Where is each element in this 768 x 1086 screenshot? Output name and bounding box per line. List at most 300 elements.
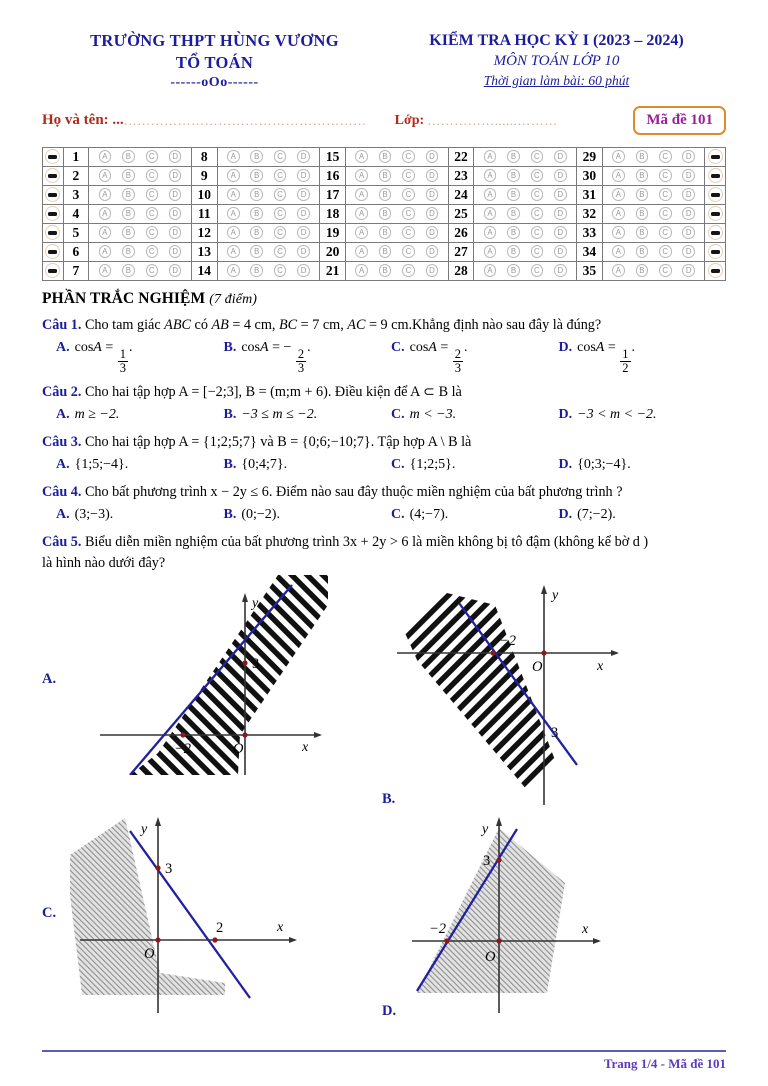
answer-bubble-D[interactable]: D xyxy=(554,207,567,220)
answer-bubble-C[interactable]: C xyxy=(274,226,287,239)
grid-marker-right xyxy=(705,223,726,242)
answer-bubble-D[interactable]: D xyxy=(554,150,567,163)
answer-bubble-C[interactable]: C xyxy=(531,169,544,182)
answer-bubble-B[interactable]: B xyxy=(379,264,392,277)
figure-D-y-arrow xyxy=(496,817,502,826)
answer-bubble-C[interactable]: C xyxy=(531,226,544,239)
answer-grid-bubbles[interactable] xyxy=(474,204,577,223)
answer-bubble-D[interactable]: D xyxy=(554,226,567,239)
answer-bubble-B[interactable]: B xyxy=(507,226,520,239)
figure-C-x-axis-label: x xyxy=(277,920,284,936)
answer-bubble-A[interactable]: A xyxy=(355,226,368,239)
answer-grid-bubbles[interactable] xyxy=(345,204,448,223)
figure-B-shading xyxy=(387,575,677,805)
answer-bubble-D[interactable]: D xyxy=(297,207,310,220)
figure-C-point-y-intercept xyxy=(155,866,160,871)
answer-bubble-C[interactable]: C xyxy=(146,264,159,277)
answer-grid-bubbles[interactable] xyxy=(89,261,192,280)
answer-grid-question-number: 18 xyxy=(320,204,346,223)
answer-bubble-C[interactable]: C xyxy=(659,245,672,258)
answer-bubble-B[interactable]: B xyxy=(379,226,392,239)
question-4-label: Câu 4. xyxy=(42,483,82,500)
school-name: TRƯỜNG THPT HÙNG VƯƠNG xyxy=(90,31,339,50)
answer-bubble-A[interactable]: A xyxy=(227,245,240,258)
figure-D-label: D. xyxy=(382,1003,397,1020)
answer-grid-question-number: 31 xyxy=(577,185,603,204)
figure-A-x-arrow xyxy=(314,732,322,738)
option-1-B[interactable] xyxy=(224,338,392,375)
answer-bubble-D[interactable]: D xyxy=(297,188,310,201)
exam-code-badge: Mã đề 101 xyxy=(633,106,726,135)
school-block xyxy=(42,30,387,91)
figure-B-tick-y: 3 xyxy=(551,725,559,742)
page-footer xyxy=(42,1050,726,1072)
figure-A-x-axis-label: x xyxy=(302,740,309,756)
answer-bubble-B[interactable]: B xyxy=(122,264,135,277)
answer-bubble-C[interactable]: C xyxy=(402,226,415,239)
answer-bubble-B[interactable]: B xyxy=(507,169,520,182)
answer-bubble-C[interactable]: C xyxy=(531,245,544,258)
option-text: (4;−7). xyxy=(409,507,449,523)
answer-bubble-C[interactable]: C xyxy=(146,188,159,201)
answer-bubble-C[interactable]: C xyxy=(274,245,287,258)
answer-bubble-C[interactable]: C xyxy=(274,169,287,182)
option-4-B[interactable] xyxy=(224,505,392,525)
answer-grid-bubbles[interactable] xyxy=(89,242,192,261)
name-input-line[interactable]: ……………………………………………… xyxy=(123,112,367,128)
answer-bubble-C[interactable]: C xyxy=(659,150,672,163)
answer-bubble-D[interactable]: D xyxy=(169,264,182,277)
class-input-line[interactable]: ……………......……… xyxy=(427,112,558,128)
question-1-options xyxy=(42,338,726,375)
grid-marker-left xyxy=(43,166,64,185)
answer-bubble-C[interactable]: C xyxy=(531,264,544,277)
answer-grid-bubbles[interactable] xyxy=(217,223,320,242)
answer-bubble-A[interactable]: A xyxy=(99,245,112,258)
answer-bubble-C[interactable]: C xyxy=(659,207,672,220)
answer-bubble-D[interactable]: D xyxy=(169,169,182,182)
figure-D-point-origin xyxy=(496,939,501,944)
answer-bubble-D[interactable]: D xyxy=(682,169,695,182)
answer-grid-question-number: 21 xyxy=(320,261,346,280)
option-expr: cosA = − $\frac{2}{3}$ . xyxy=(241,339,311,376)
answer-bubble-C[interactable]: C xyxy=(274,188,287,201)
answer-bubble-D[interactable]: D xyxy=(682,226,695,239)
answer-grid-bubbles[interactable] xyxy=(89,166,192,185)
grid-marker-left xyxy=(43,223,64,242)
figure-A-y-arrow xyxy=(242,593,248,602)
answer-bubble-D[interactable]: D xyxy=(169,188,182,201)
answer-bubble-C[interactable]: C xyxy=(402,207,415,220)
answer-bubble-B[interactable]: B xyxy=(379,207,392,220)
figure-B-x-axis-label: x xyxy=(597,659,604,675)
grid-marker-right xyxy=(705,185,726,204)
answer-grid-bubbles[interactable] xyxy=(474,223,577,242)
answer-grid-row xyxy=(43,204,726,223)
answer-bubble-A[interactable]: A xyxy=(227,188,240,201)
answer-grid-question-number: 10 xyxy=(191,185,217,204)
answer-grid-bubbles[interactable] xyxy=(602,204,705,223)
answer-bubble-D[interactable]: D xyxy=(297,264,310,277)
answer-grid-question-number: 24 xyxy=(448,185,474,204)
option-label: C. xyxy=(391,507,405,523)
figure-A-tick-x: −2 xyxy=(174,741,192,758)
option-label: A. xyxy=(56,507,70,523)
question-5-label: Câu 5. xyxy=(42,533,82,550)
answer-bubble-B[interactable]: B xyxy=(122,207,135,220)
answer-bubble-C[interactable]: C xyxy=(146,207,159,220)
question-5-text-line1: Biểu diễn miền nghiệm của bất phương trình 3x + 2y > 6 là miền không bị tô đậm (không kể bờ d ) xyxy=(84,533,649,550)
answer-bubble-A[interactable]: A xyxy=(99,207,112,220)
dash-marker-icon xyxy=(45,187,60,202)
answer-grid-bubbles[interactable] xyxy=(217,204,320,223)
question-4-text: Cho bất phương trình x − 2y ≤ 6. Điểm nào sau đây thuộc miền nghiệm của bất phương trình ? xyxy=(84,483,623,500)
question-3-options xyxy=(42,455,726,475)
answer-grid-question-number: 20 xyxy=(320,242,346,261)
answer-grid-row xyxy=(43,147,726,166)
answer-bubble-C[interactable]: C xyxy=(659,264,672,277)
answer-bubble-B[interactable]: B xyxy=(250,188,263,201)
answer-grid-question-number: 1 xyxy=(63,147,89,166)
answer-bubble-A[interactable]: A xyxy=(484,226,497,239)
answer-bubble-A[interactable]: A xyxy=(99,226,112,239)
answer-bubble-B[interactable]: B xyxy=(379,245,392,258)
answer-grid-row xyxy=(43,242,726,261)
dash-marker-icon xyxy=(45,263,60,278)
figure-C[interactable] xyxy=(70,803,360,1018)
answer-grid-question-number: 28 xyxy=(448,261,474,280)
answer-bubble-B[interactable]: B xyxy=(507,150,520,163)
answer-bubble-A[interactable]: A xyxy=(484,188,497,201)
answer-bubble-A[interactable]: A xyxy=(227,226,240,239)
answer-bubble-C[interactable]: C xyxy=(531,188,544,201)
answer-bubble-B[interactable]: B xyxy=(379,169,392,182)
answer-grid-question-number: 5 xyxy=(63,223,89,242)
answer-bubble-C[interactable]: C xyxy=(146,169,159,182)
answer-grid-bubbles[interactable] xyxy=(602,223,705,242)
answer-bubble-C[interactable]: C xyxy=(274,150,287,163)
answer-grid-bubbles[interactable] xyxy=(217,147,320,166)
answer-bubble-D[interactable]: D xyxy=(682,245,695,258)
answer-grid-bubbles[interactable] xyxy=(474,261,577,280)
dash-marker-icon xyxy=(708,225,723,240)
option-text: m < −3. xyxy=(409,407,457,423)
figure-D[interactable] xyxy=(387,803,677,1018)
answer-grid-question-number: 3 xyxy=(63,185,89,204)
figure-C-tick-x: 2 xyxy=(216,920,224,937)
answer-grid-question-number: 16 xyxy=(320,166,346,185)
figure-B-tick-x: −2 xyxy=(499,633,517,650)
answer-bubble-A[interactable]: A xyxy=(612,150,625,163)
grid-marker-right xyxy=(705,204,726,223)
answer-bubble-C[interactable]: C xyxy=(402,169,415,182)
answer-bubble-D[interactable]: D xyxy=(554,169,567,182)
question-1-text: Cho tam giác ABC có AB = 4 cm, BC = 7 cm, AC = 9 cm.Khẳng định nào sau đây là đúng? xyxy=(84,316,602,333)
question-5 xyxy=(42,532,726,573)
answer-bubble-D[interactable]: D xyxy=(169,150,182,163)
question-2 xyxy=(42,382,726,425)
answer-bubble-B[interactable]: B xyxy=(250,264,263,277)
answer-bubble-B[interactable]: B xyxy=(636,169,649,182)
answer-bubble-D[interactable]: D xyxy=(426,150,439,163)
answer-grid-bubbles[interactable] xyxy=(345,261,448,280)
answer-bubble-D[interactable]: D xyxy=(169,207,182,220)
answer-bubble-A[interactable]: A xyxy=(227,150,240,163)
answer-bubble-B[interactable]: B xyxy=(122,188,135,201)
answer-bubble-B[interactable]: B xyxy=(636,245,649,258)
option-2-A[interactable] xyxy=(56,405,224,425)
answer-bubble-C[interactable]: C xyxy=(146,150,159,163)
answer-grid-bubbles[interactable] xyxy=(89,204,192,223)
answer-bubble-A[interactable]: A xyxy=(355,188,368,201)
answer-bubble-A[interactable]: A xyxy=(612,188,625,201)
answer-sheet-grid[interactable] xyxy=(42,147,726,281)
answer-grid-bubbles[interactable] xyxy=(345,223,448,242)
answer-bubble-A[interactable]: A xyxy=(612,169,625,182)
figure-B-svg xyxy=(387,575,677,805)
section-points: (7 điểm) xyxy=(209,291,258,307)
figure-C-label: C. xyxy=(42,905,57,922)
option-3-B[interactable] xyxy=(224,455,392,475)
answer-bubble-D[interactable]: D xyxy=(169,226,182,239)
answer-grid-question-number: 25 xyxy=(448,204,474,223)
fraction-numerator: 1 xyxy=(622,347,629,362)
answer-bubble-C[interactable]: C xyxy=(146,245,159,258)
dash-marker-icon xyxy=(45,244,60,259)
answer-grid-question-number: 2 xyxy=(63,166,89,185)
answer-bubble-B[interactable]: B xyxy=(636,188,649,201)
answer-bubble-B[interactable]: B xyxy=(507,264,520,277)
answer-bubble-C[interactable]: C xyxy=(402,188,415,201)
answer-bubble-A[interactable]: A xyxy=(612,245,625,258)
dash-marker-icon xyxy=(708,168,723,183)
answer-bubble-C[interactable]: C xyxy=(659,226,672,239)
answer-bubble-C[interactable]: C xyxy=(402,264,415,277)
answer-grid-bubbles[interactable] xyxy=(345,242,448,261)
answer-grid-bubbles[interactable] xyxy=(602,166,705,185)
answer-bubble-C[interactable]: C xyxy=(531,150,544,163)
answer-bubble-B[interactable]: B xyxy=(250,169,263,182)
option-label: B. xyxy=(223,339,237,355)
answer-bubble-A[interactable]: A xyxy=(484,150,497,163)
figure-D-y-axis-label: y xyxy=(482,822,489,838)
figure-D-shading xyxy=(387,803,677,1013)
answer-bubble-D[interactable]: D xyxy=(426,169,439,182)
answer-grid-bubbles[interactable] xyxy=(474,242,577,261)
answer-bubble-B[interactable]: B xyxy=(250,150,263,163)
answer-bubble-A[interactable]: A xyxy=(227,169,240,182)
answer-bubble-C[interactable]: C xyxy=(531,207,544,220)
option-3-A[interactable] xyxy=(56,455,224,475)
answer-bubble-A[interactable]: A xyxy=(99,264,112,277)
option-4-A[interactable] xyxy=(56,505,224,525)
answer-grid-bubbles[interactable] xyxy=(474,166,577,185)
question-3-label: Câu 3. xyxy=(42,433,82,450)
option-label: D. xyxy=(558,507,573,523)
answer-bubble-D[interactable]: D xyxy=(426,264,439,277)
answer-grid-bubbles[interactable] xyxy=(89,223,192,242)
answer-grid-question-number: 15 xyxy=(320,147,346,166)
answer-grid-bubbles[interactable] xyxy=(217,261,320,280)
dash-marker-icon xyxy=(45,225,60,240)
answer-grid-question-number: 7 xyxy=(63,261,89,280)
answer-grid-question-number: 19 xyxy=(320,223,346,242)
answer-bubble-A[interactable]: A xyxy=(612,264,625,277)
answer-grid-bubbles[interactable] xyxy=(89,147,192,166)
answer-bubble-B[interactable]: B xyxy=(379,188,392,201)
option-2-D[interactable] xyxy=(559,405,727,425)
answer-bubble-C[interactable]: C xyxy=(659,188,672,201)
option-1-D[interactable] xyxy=(559,338,727,375)
answer-bubble-D[interactable]: D xyxy=(169,245,182,258)
answer-grid-bubbles[interactable] xyxy=(602,261,705,280)
option-label: B. xyxy=(223,507,237,523)
answer-grid-bubbles[interactable] xyxy=(602,242,705,261)
exam-title: KIỂM TRA HỌC KỲ I (2023 – 2024) xyxy=(429,32,684,49)
figure-A[interactable] xyxy=(70,575,360,780)
answer-bubble-D[interactable]: D xyxy=(554,188,567,201)
figure-B-x-arrow xyxy=(611,650,619,656)
answer-bubble-A[interactable]: A xyxy=(484,169,497,182)
answer-bubble-D[interactable]: D xyxy=(682,264,695,277)
answer-grid-bubbles[interactable] xyxy=(89,185,192,204)
grid-marker-left xyxy=(43,242,64,261)
answer-bubble-D[interactable]: D xyxy=(297,245,310,258)
answer-bubble-C[interactable]: C xyxy=(659,169,672,182)
answer-grid-row xyxy=(43,223,726,242)
answer-grid-question-number: 13 xyxy=(191,242,217,261)
figure-B-point-origin xyxy=(541,651,546,656)
answer-grid-row xyxy=(43,166,726,185)
answer-grid-question-number: 11 xyxy=(191,204,217,223)
option-label: D. xyxy=(558,457,573,473)
option-2-C[interactable] xyxy=(391,405,559,425)
option-4-D[interactable] xyxy=(559,505,727,525)
exam-subject: MÔN TOÁN LỚP 10 xyxy=(493,53,620,70)
answer-bubble-C[interactable]: C xyxy=(274,207,287,220)
answer-bubble-A[interactable]: A xyxy=(612,207,625,220)
answer-bubble-B[interactable]: B xyxy=(379,150,392,163)
answer-bubble-A[interactable]: A xyxy=(99,188,112,201)
answer-grid-bubbles[interactable] xyxy=(345,147,448,166)
answer-bubble-B[interactable]: B xyxy=(636,264,649,277)
answer-bubble-C[interactable]: C xyxy=(402,245,415,258)
answer-bubble-D[interactable]: D xyxy=(426,207,439,220)
answer-bubble-D[interactable]: D xyxy=(682,207,695,220)
answer-grid-table xyxy=(42,147,726,281)
option-3-C[interactable] xyxy=(391,455,559,475)
answer-bubble-A[interactable]: A xyxy=(227,207,240,220)
answer-bubble-D[interactable]: D xyxy=(554,264,567,277)
answer-bubble-C[interactable]: C xyxy=(274,264,287,277)
answer-bubble-B[interactable]: B xyxy=(636,226,649,239)
answer-bubble-B[interactable]: B xyxy=(250,207,263,220)
answer-bubble-D[interactable]: D xyxy=(554,245,567,258)
option-2-B[interactable] xyxy=(224,405,392,425)
answer-bubble-A[interactable]: A xyxy=(227,264,240,277)
question-1 xyxy=(42,315,726,375)
answer-bubble-B[interactable]: B xyxy=(250,245,263,258)
answer-grid-bubbles[interactable] xyxy=(474,185,577,204)
fraction-numerator: 2 xyxy=(297,347,305,362)
option-text: (3;−3). xyxy=(74,507,114,523)
answer-bubble-D[interactable]: D xyxy=(297,169,310,182)
figure-A-tick-y: 3 xyxy=(252,656,260,673)
answer-bubble-B[interactable]: B xyxy=(122,169,135,182)
fraction-numerator: 1 xyxy=(119,347,127,362)
answer-bubble-A[interactable]: A xyxy=(612,226,625,239)
question-3-text: Cho hai tập hợp A = {1;2;5;7} và B = {0;6;−10;7}. Tập hợp A \ B là xyxy=(84,433,472,450)
option-label: C. xyxy=(391,407,405,423)
answer-bubble-A[interactable]: A xyxy=(484,207,497,220)
answer-bubble-D[interactable]: D xyxy=(426,226,439,239)
answer-grid-bubbles[interactable] xyxy=(345,166,448,185)
grid-marker-right xyxy=(705,147,726,166)
answer-bubble-D[interactable]: D xyxy=(682,188,695,201)
answer-bubble-A[interactable]: A xyxy=(355,245,368,258)
figure-B-point-x-intercept xyxy=(490,651,495,656)
figure-B[interactable] xyxy=(387,575,677,810)
answer-bubble-A[interactable]: A xyxy=(355,169,368,182)
option-label: B. xyxy=(223,457,237,473)
fraction-denominator: 2 xyxy=(622,361,629,376)
answer-grid-bubbles[interactable] xyxy=(217,185,320,204)
answer-grid-row xyxy=(43,185,726,204)
answer-grid-bubbles[interactable] xyxy=(602,147,705,166)
answer-bubble-B[interactable]: B xyxy=(122,150,135,163)
answer-bubble-A[interactable]: A xyxy=(355,150,368,163)
answer-grid-bubbles[interactable] xyxy=(345,185,448,204)
answer-grid-question-number: 26 xyxy=(448,223,474,242)
answer-bubble-B[interactable]: B xyxy=(636,150,649,163)
answer-bubble-A[interactable]: A xyxy=(99,169,112,182)
answer-bubble-B[interactable]: B xyxy=(636,207,649,220)
option-4-C[interactable] xyxy=(391,505,559,525)
answer-bubble-B[interactable]: B xyxy=(122,226,135,239)
answer-bubble-B[interactable]: B xyxy=(507,207,520,220)
answer-grid-bubbles[interactable] xyxy=(602,185,705,204)
grid-marker-right xyxy=(705,166,726,185)
answer-bubble-B[interactable]: B xyxy=(250,226,263,239)
answer-bubble-B[interactable]: B xyxy=(507,245,520,258)
option-1-A[interactable] xyxy=(56,338,224,375)
dash-marker-icon xyxy=(708,244,723,259)
dash-marker-icon xyxy=(45,206,60,221)
option-3-D[interactable] xyxy=(559,455,727,475)
figure-A-point-x-intercept xyxy=(180,733,185,738)
answer-bubble-A[interactable]: A xyxy=(484,245,497,258)
answer-bubble-A[interactable]: A xyxy=(355,207,368,220)
answer-bubble-D[interactable]: D xyxy=(426,188,439,201)
answer-bubble-B[interactable]: B xyxy=(122,245,135,258)
answer-bubble-A[interactable]: A xyxy=(355,264,368,277)
answer-bubble-C[interactable]: C xyxy=(402,150,415,163)
class-label: Lớp: xyxy=(394,112,425,128)
answer-grid-bubbles[interactable] xyxy=(217,242,320,261)
answer-bubble-D[interactable]: D xyxy=(682,150,695,163)
answer-bubble-A[interactable]: A xyxy=(99,150,112,163)
answer-bubble-A[interactable]: A xyxy=(484,264,497,277)
answer-bubble-D[interactable]: D xyxy=(297,150,310,163)
answer-bubble-C[interactable]: C xyxy=(146,226,159,239)
answer-bubble-B[interactable]: B xyxy=(507,188,520,201)
answer-grid-bubbles[interactable] xyxy=(474,147,577,166)
answer-grid-bubbles[interactable] xyxy=(217,166,320,185)
answer-bubble-D[interactable]: D xyxy=(297,226,310,239)
option-1-C[interactable] xyxy=(391,338,559,375)
exam-info-block xyxy=(387,30,726,91)
answer-bubble-D[interactable]: D xyxy=(426,245,439,258)
